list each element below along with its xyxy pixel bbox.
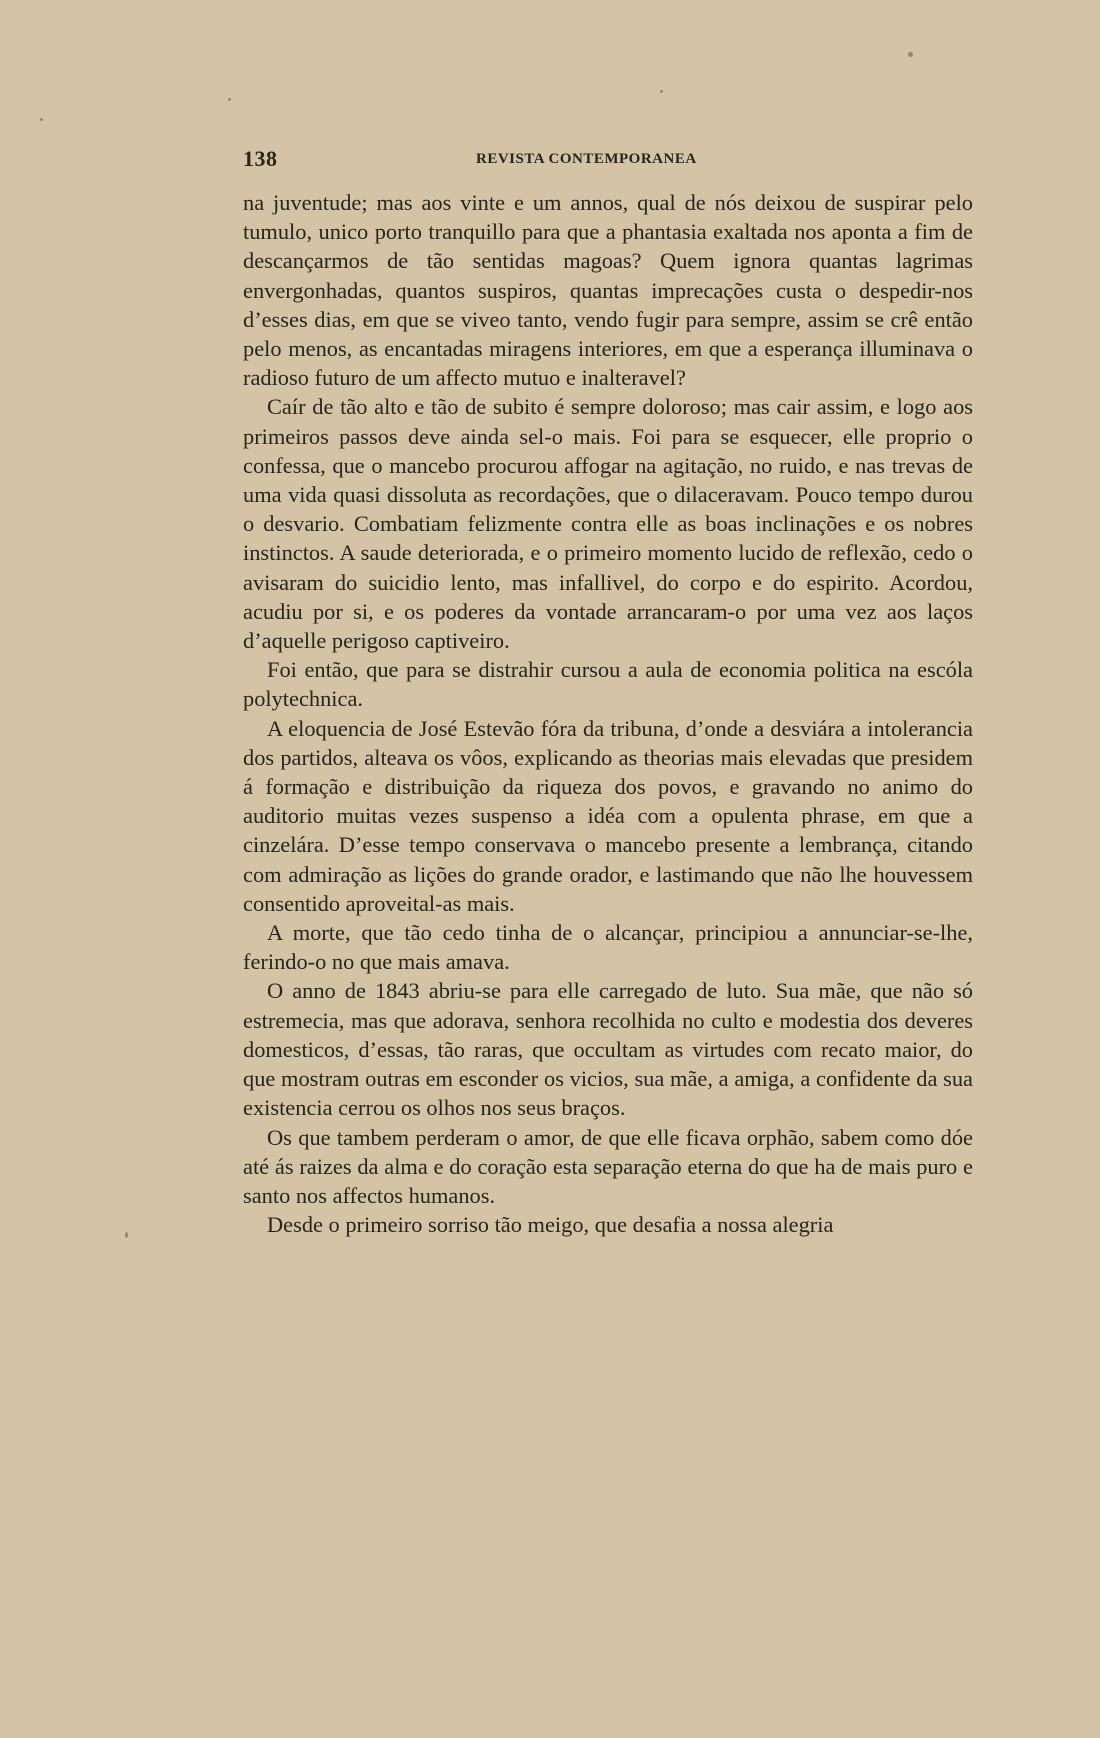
paragraph: Os que tambem perderam o amor, de que elle ficava orphão, sabem como dóe até ás raizes da alma e do coração esta separação eterna do que ha de mais puro e santo nos affectos humanos. bbox=[243, 1124, 973, 1208]
paper-speck bbox=[40, 118, 43, 121]
paragraph: Caír de tão alto e tão de subito é sempre doloroso; mas cair assim, e logo aos primeiros passos deve ainda sel-o mais. Foi para se esquecer, elle proprio o confessa, que o mancebo procurou affogar na agitação, no ruido, e nas trevas de uma vida quasi dissoluta as recordações, que o dilaceravam. Pouco tempo durou o desvario. Combatiam felizmente contra elle as boas inclinações e os nobres instinctos. A saude deteriorada, e o primeiro momento lucido de reflexão, cedo o avisaram do suicidio lento, mas infallivel, do corpo e do espirito. Acordou, acudiu por si, e os poderes da vontade arrancaram-o por uma vez aos laços d’aquelle perigoso captiveiro. bbox=[243, 394, 973, 654]
paragraph: A morte, que tão cedo tinha de o alcançar, principiou a annunciar-se-lhe, ferindo-o no que mais amava. bbox=[243, 920, 973, 975]
paragraph: na juventude; mas aos vinte e um annos, qual de nós deixou de suspirar pelo tumulo, unico porto tranquillo para que a phantasia exaltada nos aponta a fim de descançarmos de tão sentidas magoas? Quem ignora quantas lagrimas envergonhadas, quantos suspiros, quantas imprecações custa o despedir-nos d’esses dias, em que se viveo tanto, vendo fugir para sempre, assim se crê então pelo menos, as encantadas miragens interiores, em que a esperança illuminava o radioso futuro de um affecto mutuo e inalteravel? bbox=[243, 190, 973, 391]
paper-speck bbox=[660, 90, 663, 93]
body-text bbox=[243, 188, 973, 1239]
paper-speck bbox=[228, 98, 231, 101]
paper-speck bbox=[908, 52, 913, 57]
page-header bbox=[243, 146, 973, 170]
paragraph: Desde o primeiro sorriso tão meigo, que desafia a nossa alegria bbox=[267, 1212, 834, 1238]
paper-speck bbox=[125, 1232, 128, 1238]
page-number: 138 bbox=[243, 146, 278, 171]
paragraph: Foi então, que para se distrahir cursou a aula de economia politica na escóla polytechnica. bbox=[243, 657, 973, 712]
paragraph: O anno de 1843 abriu-se para elle carregado de luto. Sua mãe, que não só estremecia, mas que adorava, senhora recolhida no culto e modestia dos deveres domesticos, d’essas, tão raras, que occultam as virtudes com recato maior, do que mostram outras em esconder os vicios, sua mãe, a amiga, a confidente da sua existencia cerrou os olhos nos seus braços. bbox=[243, 978, 973, 1121]
paragraph: A eloquencia de José Estevão fóra da tribuna, d’onde a desviára a intolerancia dos partidos, alteava os vôos, explicando as theorias mais elevadas que presidem á formação e distribuição da riqueza dos povos, e gravando no animo do auditorio muitas vezes suspenso a idéa com a opulenta phrase, em que a cinzelára. D’esse tempo conservava o mancebo presente a lembrança, citando com admiração as lições do grande orador, e lastimando que não lhe houvessem consentido aproveital-as mais. bbox=[243, 715, 973, 916]
running-title: REVISTA CONTEMPORANEA bbox=[476, 151, 697, 167]
